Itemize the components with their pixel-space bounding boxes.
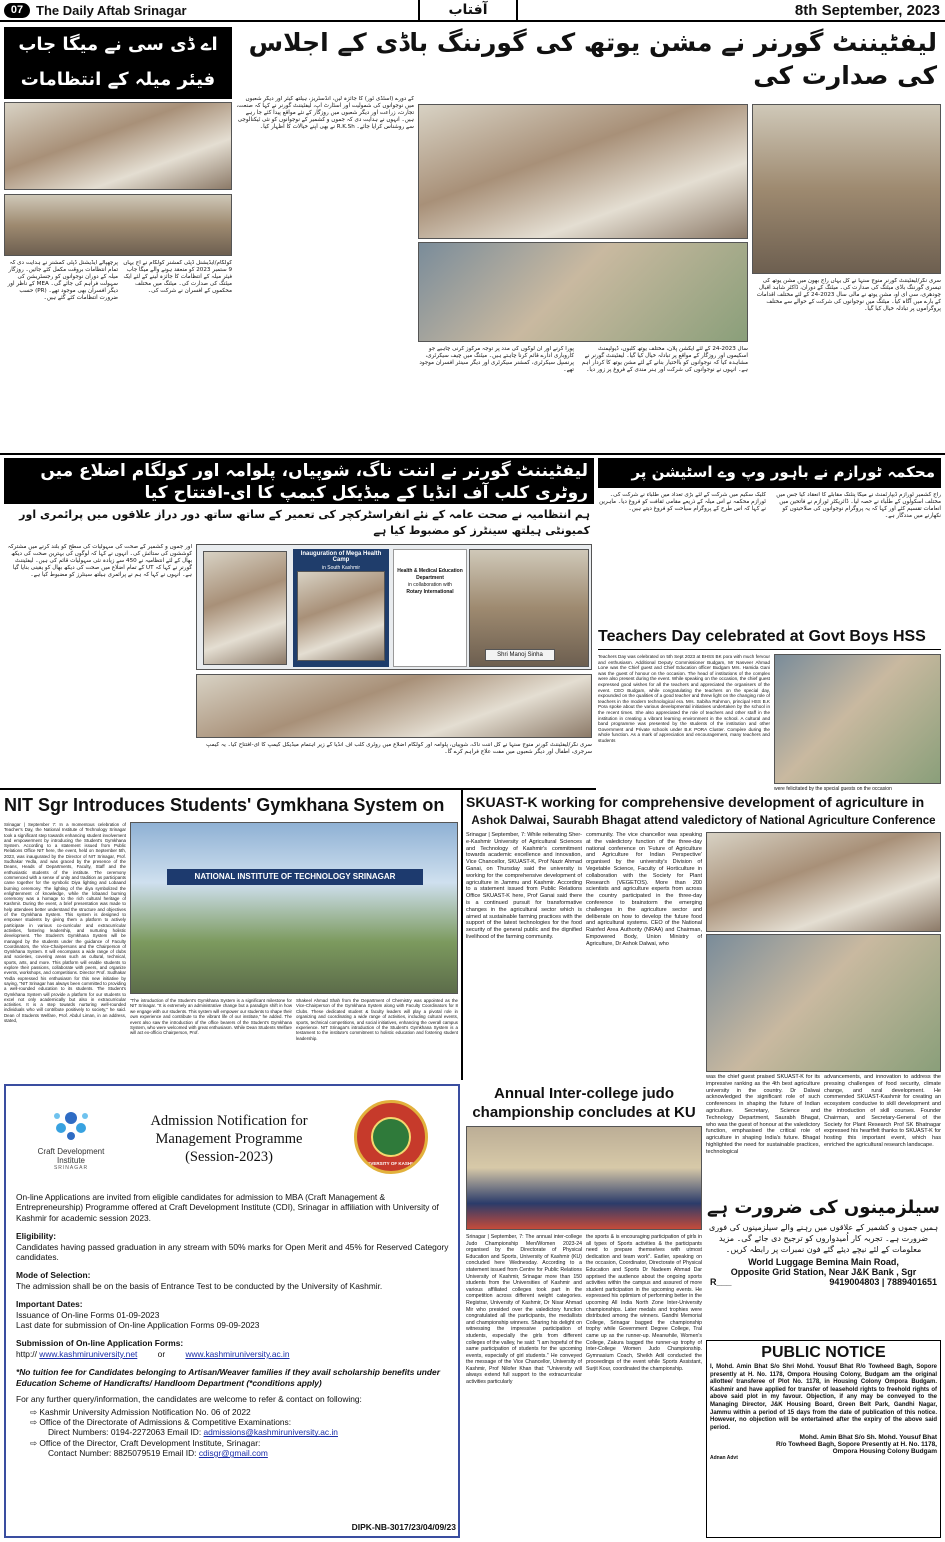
ref-item-2-number: Direct Numbers: 0194-2272063 Email ID: — [48, 1427, 204, 1438]
salesman-address: Opposite Grid Station, Near J&K Bank , Sgr — [730, 1267, 917, 1277]
arrow-icon: ⇨ — [30, 1416, 40, 1427]
mega-camp-screen-title: Inauguration of Mega Health Camp — [300, 551, 382, 563]
dc-fair-photo-1 — [4, 102, 232, 190]
mega-camp-screen-sub: in South Kashmir — [321, 565, 361, 571]
cdi-city: SRINAGAR — [53, 1165, 89, 1171]
skuast-photo-hall — [706, 934, 941, 1072]
url-or: or — [157, 1348, 166, 1359]
nit-gate-photo — [130, 822, 458, 994]
arrow-icon: ⇨ — [30, 1406, 40, 1417]
nit-col-2: "The introduction of the Student's Gymkhana System is a significant milestone for NIT Srinagar. "It is extremely an administrative change but a paradigm shift in how we engage with our students. This system will empower our students to shape their own experience and contribute to the vibrant life of our institute," he added. The event also saw the introduction of the office bearers of the Student's Gymkhana System, who were welcomed with great enthusiasm. While Dean Students Welfare will act ex-officio Chairperson, Prof. — [130, 998, 292, 1036]
admission-body — [16, 1192, 452, 1532]
nit-gate-sign: NATIONAL INSTITUTE OF TECHNOLOGY SRINAGAR — [167, 869, 423, 885]
mega-camp-photo-screen — [196, 544, 592, 670]
dipk-code: DIPK-NB-3017/23/04/09/23 — [351, 1522, 456, 1532]
arrow-icon: ⇨ — [30, 1437, 40, 1448]
public-notice-sign-2: R/o Towheed Bagh, Sopore Presently at H. No. 1178, — [776, 1441, 937, 1449]
page-number: 07 — [4, 3, 30, 18]
admission-title-line-1: Admission Notification for — [150, 1113, 308, 1129]
ref-item-1 — [16, 1407, 452, 1417]
eligibility-heading: Eligibility: — [16, 1231, 57, 1242]
tuition-note: *No tuition fee for Candidates belonging to Artisan/Weaver families if they avail scholarship benefits under Education Scheme of Handicrafts/ Handloom Department (*conditions apply) — [16, 1367, 440, 1388]
lead-col-4: کے دورے (اسٹڈی ٹور) کا جائزہ لیں، انڈسٹریز، ہیلتھ کیئر اور دیگر شعبوں میں نوجوانوں کی شمولیت اور اسٹارٹ اپ، لیفٹیننٹ گورنر نے کہا کہ صنعت، تجارت، زراعت اور دیگر شعبوں میں روزگار کے نئے مواقع پیدا کئے جا رہے ہیں۔ انہوں نے ہدایت دی کہ جموں و کشمیر کے نوجوانوں کو نئی ٹیکنالوجی سے روشناس کرایا جائے۔ R.K.Sh نے بھی اپنے خیالات کا اظہار کیا۔ — [236, 96, 414, 130]
public-notice — [706, 1340, 941, 1538]
public-notice-headline: PUBLIC NOTICE — [761, 1344, 886, 1361]
teachers-day-headline: Teachers Day celebrated at Govt Boys HSS — [598, 626, 941, 650]
public-notice-sign-1: Mohd. Amin Bhat S/o Sh. Mohd. Yousuf Bhat — [799, 1434, 937, 1442]
judo-group-photo — [466, 1126, 702, 1230]
dc-fair-col-2: پرچھپالے ایڈیشنل ڈپٹی کمشنر نے ہدایت دی کہ تمام انتظامات بروقت مکمل کئے جائیں۔ روزگار میلہ کے دوران نوجوانوں کو رجسٹریشن کی سہولت فراہم کی جائے گی۔ MEA کے ناظر اور دیگر افسران بھی موجود تھے۔ (PR) حسب ضرورت انتظامات کئے گئے ہیں۔ — [7, 260, 118, 301]
lead-headline: لیفٹیننٹ گورنر نے مشن یوتھ کی گورننگ باڈی کے اجلاس کی صدارت کی — [248, 28, 937, 90]
date-issuance: Issuance of On-line Forms 01-09-2023 — [16, 1309, 160, 1320]
skuast-col-3: was the chief guest praised SKUAST-K for its impressive ranking as the 4th best agriculture university in the country. Dr Dalwai acknowledged the significant role of such conferences in shaping the future of Indian agriculture. Secretary, Science and Technology Department, Saurabh Bhagat, who was the guest of honour at the valedictory function, emphasised the critical role of agriculture in shaping India's future. Bhagat highlighted the need for sustainable practices, technological — [706, 1074, 820, 1155]
cdi-logo — [26, 1106, 116, 1182]
column-rule-1 — [461, 790, 463, 1080]
issue-date: 8th September, 2023 — [794, 2, 940, 19]
link-kashmiruniversity-net[interactable]: www.kashmiruniversity.net — [39, 1348, 138, 1359]
mega-camp-hospital-left — [203, 551, 287, 665]
url-prefix: http:// — [16, 1348, 37, 1359]
mega-camp-doc-line-2: in collaboration with — [408, 582, 452, 588]
masthead — [0, 0, 945, 22]
ref-item-2 — [16, 1417, 452, 1427]
mega-camp-name-plate: Shri Manoj Sinha — [485, 649, 555, 661]
section-rule-1 — [0, 453, 945, 455]
teachers-day-photo — [774, 654, 941, 784]
salesman-headline: سیلزمینوں کی ضرورت ہے — [707, 1197, 940, 1218]
refer-text: For any further query/information, the candidates are welcome to refer & contact on following: — [16, 1394, 362, 1405]
submission-heading: Submission of On-line Application Forms: — [16, 1338, 184, 1349]
ref-item-1-text: Kashmir University Admission Notification No. 06 of 2022 — [39, 1406, 251, 1417]
selection-heading: Mode of Selection: — [16, 1270, 91, 1281]
ref-item-2-contact — [16, 1427, 452, 1437]
teachers-day-text: Teachers Day was celebrated on 5th Sept 2023 at BHSS BK pora with much fervour and enthusiasm. Additional Deputy Commissioner Budgam, Mr Nasveer Ahmad Lone was the Chief guest and Chief Education officer Budgam Mrs. Hamida Gani was the guest of honour on the occasion. The head of institutions of the complex were also present during the event. While speaking on the occasion, the chief guest expressed good wishes for all the teachers and appreciated the organisers of the event. CEO Budgam, while congratulating the teachers on the special day, expounded on the qualities of a good teacher and threw light on the changing role of teachers in the modern technological era. Mrs. Sabiha Rahmon, principal HSS B.K Pora spoke about the various developmental initiatives undertaken by the school in the recent times. She also appreciated the role of teachers and other staff in the institution in creating a vibrant learning environment in the school. A cultural and band programme was presented by the students of the institution and other Government and Private schools under B.K PORA Cluster. Compère during the whole function. As a mark of appreciation and encouragement, many teachers and students — [598, 654, 770, 743]
public-notice-adnan: Adnan Advt — [710, 1455, 738, 1462]
lead-photo-lg-portrait — [752, 104, 941, 274]
mega-camp-col-1: اور جموں و کشمیر کے صحت کی سہولیات کی سطح کو بلند کرنے میں مشترکہ کوششوں کی ستائش کی۔ انہوں نے کہا کہ لوگوں کی بہترین صحت کی دیکھ بھال کے لئے انتظامیہ نے 450 سے زیادہ نئی سہولیات قائم کی ہیں۔ لیفٹیننٹ گورنر نے کہا کہ UT کے تمام اضلاع میں صحت کی دیکھ بھال کو یقینی بنایا گیا ہے۔ انہوں نے کہا کہ ہم نے پرائمری ہیلتھ سینٹرز کو مضبوط کیا ہے۔ — [7, 544, 192, 578]
mega-camp-photo-officials — [196, 674, 592, 738]
admission-title-line-2: Management Programme — [155, 1131, 303, 1147]
judo-headline: Annual Inter-college judo championship concludes at KU — [472, 1085, 696, 1121]
lead-col-2: سال 2023-24 کے لئے ایکشن پلان، مختلف یوتھ کلبوں، ڈیولپمنٹ اسکیموں اور روزگار کے مواقع پر تبادلہ خیال کیا گیا۔ لیفٹیننٹ گورنر نے مشاہدہ کیا کہ نوجوانوں کو بااختیار بنانے کے لئے مشن یوتھ کا کردار اہم ہے۔ انہوں نے نوجوانوں کی شرکت اور ہنر مندی کے فروغ پر زور دیا۔ — [581, 346, 748, 373]
cdi-email-link[interactable]: cdisgr@gmail.com — [198, 1448, 268, 1459]
salesman-phone: 9419004803 | 7889401651 — [829, 1277, 937, 1287]
admission-intro: On-line Applications are invited from eligible candidates for admission to MBA (Craft Management & Entrepreneurship) Programme offered at Craft Development Institute (CDI), Srinagar in affiliation with University of Kashmir for academic session 2023. — [16, 1192, 439, 1223]
selection-text: The admission shall be on the basis of Entrance Test to be conducted by the University of Kashmir. — [16, 1280, 383, 1291]
mega-camp-document — [393, 549, 467, 667]
mega-camp-doc-line-1: Health & Medical Education Department — [397, 568, 463, 581]
lead-col-3: پورا کرنے اور ان لوگوں کی مدد پر توجہ مرکوز کرنی چاہیے جو کاروباری ادارے قائم کرنا چاہتے ہیں۔ میٹنگ میں چیف سیکرٹری، پرنسپل سیکرٹری، کمشنر سیکرٹری اور دیگر سینئر افسران موجود تھے۔ — [419, 346, 574, 373]
submission-links — [16, 1349, 452, 1359]
mega-camp-screen — [293, 549, 389, 667]
lead-photo-meeting — [418, 104, 748, 239]
mega-camp-subhead: ہم انتظامیہ نے صحت عامہ کے نئے انفراسٹرکچر کی تعمیر کے ساتھ ساتھ دور دراز علاقوں میں پرائمری اور کمیونٹی ہیلتھ سینٹرز کو مضبوط کیا ہے — [19, 508, 590, 537]
nit-headline: NIT Sgr Introduces Students' Gymkhana System on — [4, 795, 445, 815]
ku-seal — [354, 1100, 428, 1174]
nit-col-3: Shakeel Ahmad Shah from the Department of Chemistry was appointed as the Vice-Chairperson of the Gymkhana System along with Faculty Coordinators for 8 Clubs. These dedicated student & faculty leaders will play a pivotal role in organizing and coordinating a wide range of activities, including cultural events, sports, technical competitions, and social initiatives, enhancing the overall campus experience. NIT Srinagar's introduction of the Student's Gymkhana System is a testament to the institute's commitment to holistic education and fostering student leadership. — [296, 998, 458, 1041]
ref-item-3-contact — [16, 1448, 452, 1458]
judo-col-2: the sports & is encouraging participation of girls in all types of Sports activities & the participants need to prepare themselves with utmost dedication and team work". Earlier, speaking on the occasion, Coordinator, Directorate of Physical Education and Sports Dr Nadeem Ahmad Dar apprised the audience about the ongoing sports activities within the campus and assured of more student participation in the upcoming events. He expressed his optimism of performing better in the upcoming All India North Zone Inter-University championships. Later medals and trophies were distributed among the winners. Gandhi Memorial College, Srinagar bagged the championship trophy while Government Degree College, Tral came up as the runner-up. Meanwhile, Women's College, Zakura bagged the runner-up trophy of Inter-College Women Judo Championship. Gymnasium Coach, Sheikh Adil conducted the proceedings of the event while Sports Assistant, Surjit Kour, coordinated the championship. — [586, 1234, 702, 1372]
section-rule-2a — [0, 788, 596, 790]
skuast-headline: SKUAST-K working for comprehensive development of agriculture in — [466, 794, 925, 810]
admissions-email-link[interactable]: admissions@kashmiruniversity.ac.in — [203, 1427, 338, 1438]
skuast-col-4: advancements, and innovation to address the pressing challenges of food security, climate change, and rural development. He commended SKUAST-Kashmir for creating an ecosystem conducive to skill development and the introduction of skill courses. Founder Chairman, and Secretary-General of the Society for Plant Research Prof SK Bhatnagar expressed his heartfelt thanks to SKUAST-K for hosting this important event, which has enriched the agricultural research landscape. — [824, 1074, 941, 1148]
mega-camp-headline: لیفٹیننٹ گورنر نے اننت ناگ، شوپیاں، پلوامہ اور کولگام اضلاع میں روٹری کلب آف انڈیا کے میڈیکل کیمپ کا ای-افتتاح کیا — [4, 458, 594, 504]
dc-fair-col-1: کولگام/ایڈیشنل ڈپٹی کمشنر کولگام نے آج یہاں 9 ستمبر 2023 کو منعقد ہونے والے میگا جاب فیئر میلہ کے انتظامات کا جائزہ لینے کے لئے ایک میٹنگ کی صدارت کی۔ میٹنگ میں مختلف محکموں کے افسران نے شرکت کی۔ — [123, 260, 232, 294]
admission-box — [4, 1084, 460, 1538]
ref-item-3-heading: Office of the Director, Craft Development Institute, Srinagar: — [39, 1437, 261, 1448]
skuast-subhead: Ashok Dalwai, Saurabh Bhagat attend valedictory of National Agriculture Conference — [471, 815, 936, 827]
dc-fair-photo-2 — [4, 194, 232, 256]
cdi-emblem-icon — [49, 1106, 93, 1142]
ku-seal-text: UNIVERSITY OF KASHMIR — [362, 1161, 420, 1166]
mega-camp-col-2: سری نگر/لیفٹیننٹ گورنر منوج سنہا نے کل اننت ناگ، شوپیاں، پلوامہ اور کولگام اضلاع میں روٹری کلب آف انڈیا کے زیر اہتمام میڈیکل کیمپ کا ای-افتتاح کیا۔ یہ کیمپ سرجری، اطفال اور دیگر شعبوں میں مفت علاج فراہم کرے گا۔ — [206, 742, 592, 755]
link-kashmiruniversity-ac-in[interactable]: www.kashmiruniversity.ac.in — [185, 1348, 290, 1359]
admission-title — [124, 1112, 334, 1182]
tourism-col-2: راج کشمیر ٹورازم ڈیپارٹمنٹ نے میگا پنٹنگ مقابلے کا انعقاد کیا جس میں مختلف اسکولوں کے طلباء نے حصہ لیا۔ ڈائریکٹر ٹورازم نے فاتحین میں انعامات تقسیم کئے اور کہا کہ یہ پروگرام نوجوانوں کی صلاحیتوں کو نکھارنے میں مددگار ہے۔ — [776, 492, 941, 519]
public-notice-text: I, Mohd. Amin Bhat S/o Shri Mohd. Yousuf Bhat R/o Towheed Bagh, Sopore presently at H. No. 1178, Ompora Housing Colony, Budgam am the original allottee/ transferee of Plot No. 1178, in Housing Colony Ompora Budgam. Kashmir and have applied for transfer of leasehold rights to freehold rights of above said plot in my favour. Objection, if any may be conveyed to the Managing Director, J&K Housing Board, Green Belt Park, Gandhi Nagar, Jammu within a period of 15 days from the date of publication of this notice. However, no objection will be entertained after the expiry of the above said period. — [710, 1364, 937, 1431]
salesman-text: ہمیں جموں و کشمیر کے علاقوں میں رہنے والے سیلزمینوں کی فوری ضرورت ہے۔ تجربہ کار اُمیدواروں کو ترجیح دی جائے گی۔ مزید معلومات کے لئے نیچے دیئے گئے فون نمبرات پر رابطہ کریں۔ — [708, 1223, 938, 1254]
skuast-photo-stage — [706, 832, 941, 932]
public-notice-sign-3: Ompora Housing Colony Budgam — [832, 1448, 937, 1456]
dc-fair-headline: اے ڈی سی نے میگا جاب فیئر میلہ کے انتظامات — [4, 27, 232, 99]
admission-title-line-3: (Session-2023) — [185, 1149, 273, 1165]
salesman-code: R___ — [710, 1277, 732, 1287]
ku-seal-inner — [371, 1117, 411, 1157]
skuast-col-1: Srinagar | September, 7: While reiterating Sher-e-Kashmir University of Agricultural Sciences and Technology of Kashmir's commitment towards academic excellence and innovation, Vice Chancellor, SKUAST-K, Prof Nazir Ahmad Ganai, on Thursday said the university is working for the comprehensive development of agriculture in Jammu and Kashmir. According to a statement issued from Public Relations Office SKUAST-K here, Prof Ganai said there is a continued pursuit for transformative changes in the agricultural sector which is aimed at sustainable farming practices with the support of the latest technologies for the food security of the general public and the dignified livelihood of the farming community. — [466, 832, 582, 940]
salesman-phone-row — [706, 1277, 941, 1287]
nit-col-1: Srinagar | September 7: In a momentous celebration of Teacher's Day, the National Institute of Technology Srinagar took a significant step towards enhancing student involvement and empowerment by introducing the Student's Gymkhana System. According to a statement issued from Public Relations Office NIT here, the event, held on September 5th, 2023, was inaugurated by the Director of NIT Srinagar, Prof. Sudhakar Yedla, and was graced by the presence of the Deans, Heads of Departments, Faculty, Staff and the enthusiastic students of the institute. The ceremony commenced with a sense of unity and tradition as participants came together for the symbolic Diya lighting and Lobaand burning ceremony. The lighting of the diya symbolized the enlightenment of knowledge, while the lobaand burning ceremony was a homage to the rich cultural heritage of Kashmir. During the event, a brief presentation was made to help attendees better understand the structure and objectives of the Gymkhana System. This system is designed to empower students by giving them a platform to actively participate in various co-curricular and extracurricular activities, fostering leadership, and nurturing holistic development. The Student's Gymkhana System will be managed by the students under the guidance of Faculty Coordinators, the Vice-Chairpersons and the Chairperson of Gymkhana System. It will encompass a wide range of clubs and societies, covering areas such as cultural, technical, sports, arts, and more. This platform will enable students to explore their passions, collaborate with peers, and organize events, workshops, and competitions. Director Prof. Sudhakar Yedla expressed his enthusiasm for this new initiative by saying, "NIT Srinagar has always been committed to providing a well-rounded education to its students. The Student's Gymkhana System will provide a platform for our students to excel not only academically but also in extracurricular activities. It is a step towards nurturing well-rounded individuals who will contribute positively to society," he said. Dean of Students Welfare, Prof. Abdul Liman, in an address, stated, — [4, 822, 126, 1023]
teachers-day-caption: were felicitated by the special guests on the occasion — [774, 786, 892, 792]
mega-camp-doc-line-3: Rotary International — [406, 589, 454, 595]
cdi-name: Craft Development Institute — [37, 1147, 105, 1165]
lead-col-1: سری نگر/لیفٹیننٹ گورنر منوج سنہا نے کل یہاں راج بھون میں مشن یوتھ کی تیسری گورننگ باڈی میٹنگ کی صدارت کی۔ میٹنگ کے دوران، ڈاکٹر شاہد اقبال چودھری، سی ای او، مشن یوتھ نے مالی سال 2023-24 کے لئے مختلف اقدامات کے بارے میں آگاہ کیا۔ میٹنگ میں نوجوانوں کی شرکت کے حوالے سے مختلف پروگراموں پر تبادلہ خیال کیا گیا۔ — [756, 278, 941, 312]
dates-heading: Important Dates: — [16, 1299, 83, 1310]
salesman-shop: World Luggage Bemina Main Road, — [748, 1257, 899, 1267]
ref-item-3 — [16, 1438, 452, 1448]
paper-name: The Daily Aftab Srinagar — [36, 3, 187, 18]
date-last: Last date for submission of On-line Application Forms 09-09-2023 — [16, 1320, 260, 1331]
salesman-ad — [706, 1196, 941, 1336]
judo-col-1: Srinagar | September, 7: The annual inter-college Judo Championship Men/Women 2023-24 organised by the Directorate of Physical Education and Sports, University of Kashmir (KU) concluded here Wednesday. According to a statement issued from Centre for Public Relations University of Kashmir, Srinagar more than 150 students from the Universities of Kashmir and various affiliated colleges took part in the competition across different weight categories. Registrar, University of Kashmir, Dr Nisar Ahmad Mir who presided over the valedictory function congratulated all the participants, the medallists and championship winners. Sharing his delight on witnessing the impressive participation of students, especially the girls from different colleges of the valley, he said: "I am hopeful of the same participation of students for the upcoming events, especially of girl students." He conveyed the message of the Vice Chancellor, University of Kashmir, Prof Nilofer Khan that: "University will always extend full support to the extracurricular activities particularly — [466, 1234, 582, 1386]
tourism-headline: محکمہ ٹورازم نے باہور وپ وے اسٹیشن پر — [598, 458, 941, 488]
ref-item-2-heading: Office of the Directorate of Admissions & Competitive Examinations: — [39, 1416, 292, 1427]
paper-logo: آفتاب — [418, 0, 518, 20]
skuast-col-2: community. The vice chancellor was speaking at the valedictory function of the three-day national conference on 'Future of Agriculture and Agriculture for Indian Perspective' organised by the university's Division of Vegetable Science, Faculty of Horticulture in collaboration with the Society for Plant Research (VEGETOS). More than 200 scientists and agriculture experts from across the country participated in the three-day conference to brainstorm the emerging challenges in the agriculture sector and deliberate on how to develop the future food and agricultural systems. CEO of the National Rainfed Area Authority (NRAA) and Chairman, Empowered Body, Union Ministry of Agriculture, Dr Ashok Dalwai, who — [586, 832, 702, 947]
tourism-col-1: کلیک سکیم میں شرکت کے لئے بڑی تعداد میں طلباء نے شرکت کی۔ ٹورازم محکمہ نے اس میلہ کے ذریعے مقامی ثقافت کو فروغ دیا۔ ماہرین نے کہا کہ اس طرح کے پروگرام سیاحت کو فروغ دیتے ہیں۔ — [599, 492, 766, 512]
ref-item-3-number: Contact Number: 8825079519 Email ID: — [48, 1448, 199, 1459]
mega-camp-screen-grid — [297, 571, 385, 661]
eligibility-text: Candidates having passed graduation in any stream with 50% marks for Open Merit and 45% for Reserved Category candidates. — [16, 1241, 449, 1263]
lead-photo-table — [418, 242, 748, 342]
